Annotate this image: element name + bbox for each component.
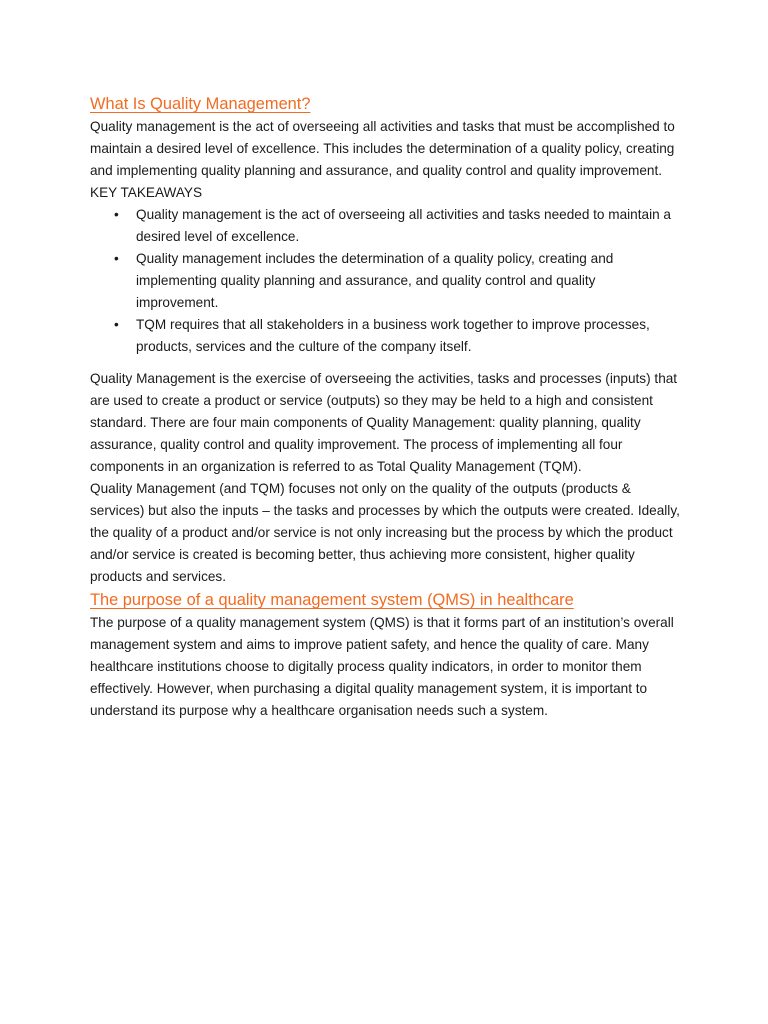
key-takeaways-label: KEY TAKEAWAYS [90,185,203,200]
list-item-text: TQM requires that all stakeholders in a business work together to improve processes, products, services and the culture of the company itself. [136,317,650,354]
bullet-icon: • [114,207,119,222]
list-item [90,204,680,248]
section-heading-qms-healthcare: The purpose of a quality management system (QMS) in healthcare [90,591,574,609]
section-heading-what-is-quality-management: What Is Quality Management? [90,95,311,113]
list-item-text: Quality management includes the determination of a quality policy, creating and implementing quality planning and assurance, and quality control and quality improvement. [136,251,614,310]
intro-paragraph: Quality management is the act of overseeing all activities and tasks that must be accomplished to maintain a desired level of excellence. This includes the determination of a quality policy, creating and implementing quality planning and assurance, and quality control and quality improvement. [90,119,675,178]
document-page [90,92,680,722]
list-item-text: Quality management is the act of overseeing all activities and tasks needed to maintain a desired level of excellence. [136,207,671,244]
tqm-paragraph: Quality Management is the exercise of overseeing the activities, tasks and processes (inputs) that are used to create a product or service (outputs) so they may be held to a high and consistent standard. There are four main components of Quality Management: quality planning, quality assurance, quality control and quality improvement. The process of implementing all four components in an organization is referred to as Total Quality Management (TQM). [90,371,678,474]
list-item [90,314,680,358]
bullet-icon: • [114,251,119,266]
key-takeaways-list [90,204,680,358]
qms-purpose-paragraph: The purpose of a quality management system (QMS) is that it forms part of an institution’s overall management system and aims to improve patient safety, and hence the quality of care. Many healthcare institutions choose to digitally process quality indicators, in order to monitor them effectively. However, when purchasing a digital quality management system, it is important to understand its purpose why a healthcare organisation needs such a system. [90,615,674,718]
list-item [90,248,680,314]
bullet-icon: • [114,317,119,332]
inputs-outputs-paragraph: Quality Management (and TQM) focuses not only on the quality of the outputs (products & services) but also the inputs – the tasks and processes by which the outputs were created. Ideally, the quality of a product and/or service is not only increasing but the process by which the product and/or service is created is becoming better, thus achieving more consistent, higher quality products and services. [90,481,680,584]
